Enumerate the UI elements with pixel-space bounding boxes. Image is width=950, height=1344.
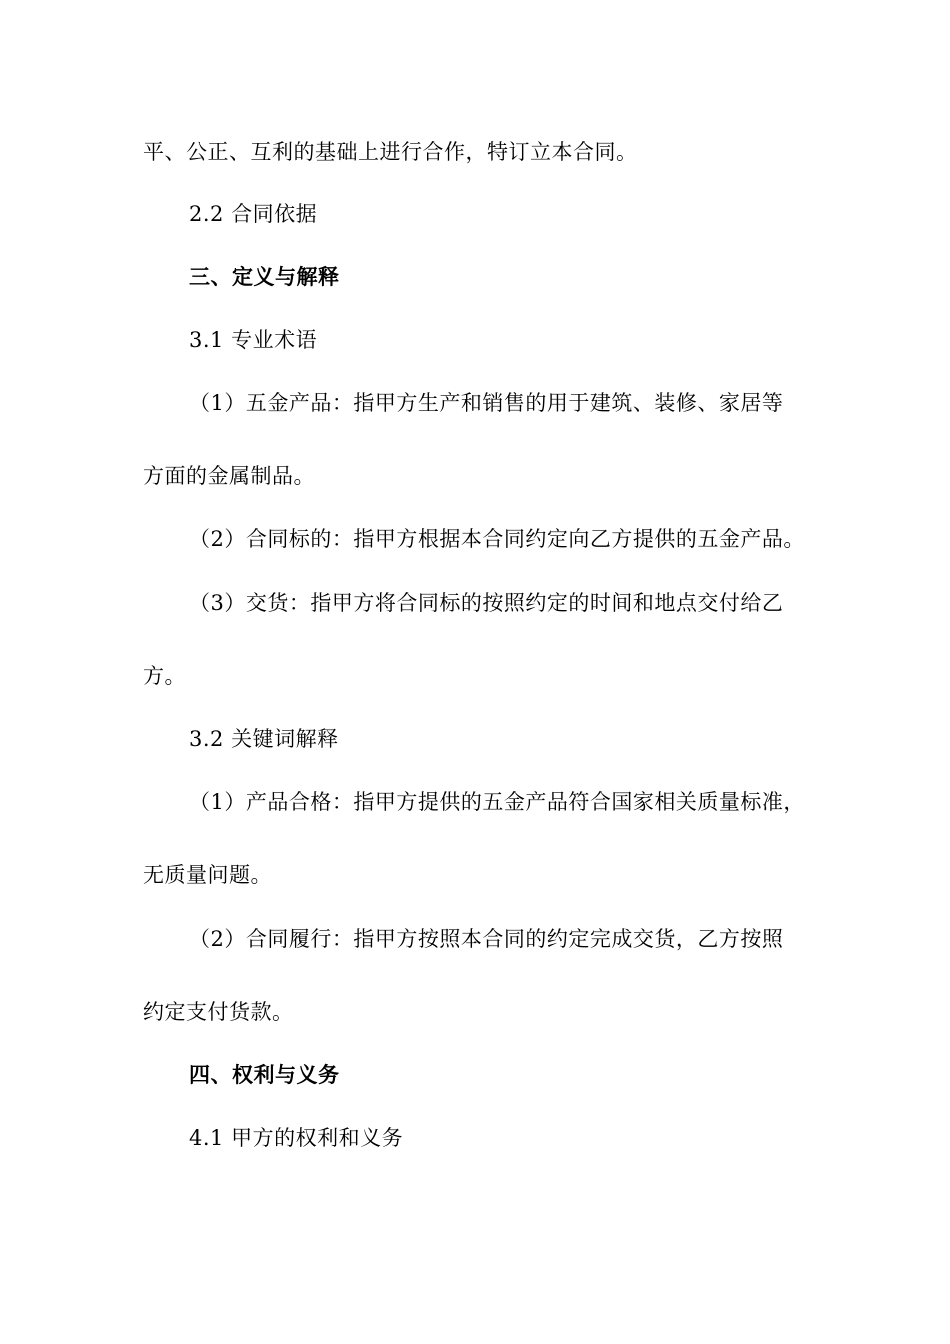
subsection-heading-4-1: 4.1 甲方的权利和义务 (189, 1126, 404, 1150)
subsection-heading-3-1: 3.1 专业术语 (189, 328, 318, 352)
keyword-item-1-continuation: 无质量问题。 (143, 863, 272, 887)
keyword-item-2-continuation: 约定支付货款。 (143, 1000, 294, 1024)
subsection-heading-3-2: 3.2 关键词解释 (189, 727, 339, 751)
definition-item-3: （3）交货：指甲方将合同标的按照约定的时间和地点交付给乙 (189, 591, 784, 615)
definition-item-2: （2）合同标的：指甲方根据本合同约定向乙方提供的五金产品。 (189, 527, 805, 551)
definition-item-1-continuation: 方面的金属制品。 (143, 464, 315, 488)
subsection-heading-2-2: 2.2 合同依据 (189, 202, 318, 226)
section-heading-3: 三、定义与解释 (189, 264, 340, 289)
definition-item-1: （1）五金产品：指甲方生产和销售的用于建筑、装修、家居等 (189, 391, 784, 415)
paragraph-continuation: 平、公正、互利的基础上进行合作，特订立本合同。 (143, 140, 638, 164)
section-heading-4: 四、权利与义务 (189, 1062, 340, 1087)
keyword-item-2: （2）合同履行：指甲方按照本合同的约定完成交货，乙方按照 (189, 927, 784, 951)
keyword-item-1: （1）产品合格：指甲方提供的五金产品符合国家相关质量标准， (189, 790, 805, 814)
definition-item-3-continuation: 方。 (143, 664, 186, 688)
